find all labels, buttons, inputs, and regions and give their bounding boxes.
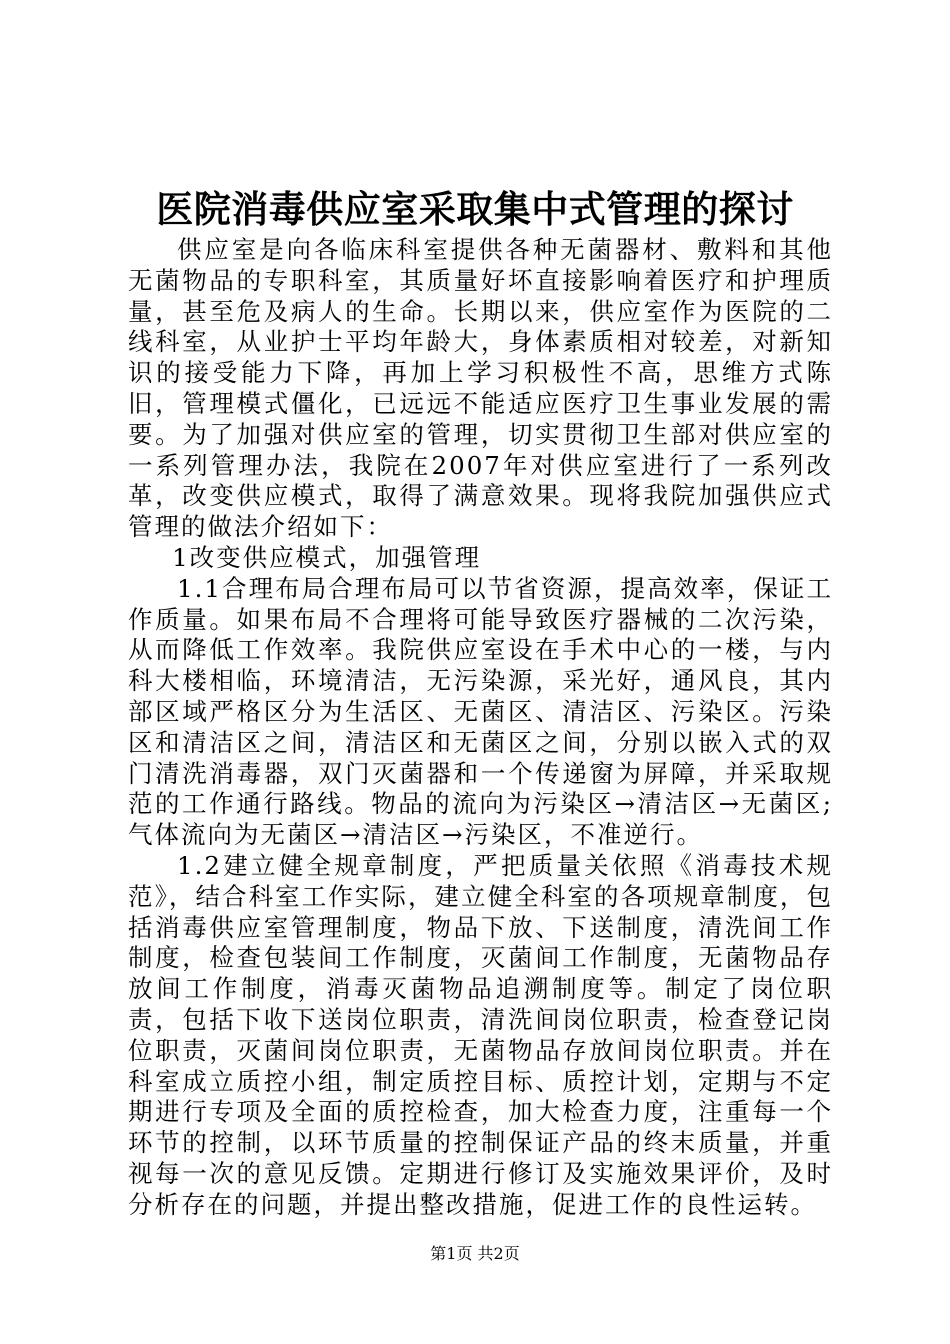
document-body	[128, 235, 833, 1221]
document-title: 医院消毒供应室采取集中式管理的探讨	[156, 187, 794, 231]
section-1-2-paragraph: 1.2建立健全规章制度，严把质量关依照《消毒技术规范》，结合科室工作实际，建立健全科室的各项规章制度，包括消毒供应室管理制度，物品下放、下送制度，清洗间工作制度，检查包装间工作制度，灭菌间工作制度，无菌物品存放间工作制度，消毒灭菌物品追溯制度等。制定了岗位职责，包括下收下送岗位职责，清洗间岗位职责，检查登记岗位职责，灭菌间岗位职责，无菌物品存放间岗位职责。并在科室成立质控小组，制定质控目标、质控计划，定期与不定期进行专项及全面的质控检查，加大检查力度，注重每一个环节的控制，以环节质量的控制保证产品的终末质量，并重视每一次的意见反馈。定期进行修订及实施效果评价，及时分析存在的问题，并提出整改措施，促进工作的良性运转。	[128, 850, 833, 1219]
intro-paragraph: 供应室是向各临床科室提供各种无菌器材、敷料和其他无菌物品的专职科室，其质量好坏直接影响着医疗和护理质量，甚至危及病人的生命。长期以来，供应室作为医院的二线科室，从业护士平均年龄大，身体素质相对较差，对新知识的接受能力下降，再加上学习积极性不高，思维方式陈旧，管理模式僵化，已远远不能适应医疗卫生事业发展的需要。为了加强对供应室的管理，切实贯彻卫生部对供应室的一系列管理办法，我院在2007年对供应室进行了一系列改革，改变供应模式，取得了满意效果。现将我院加强供应式管理的做法介绍如下：	[128, 235, 833, 542]
section-heading: 1改变供应模式，加强管理	[172, 542, 482, 572]
page-number-footer: 第1页 共2页	[430, 1244, 520, 1263]
section-1-1-paragraph: 1.1合理布局合理布局可以节省资源，提高效率，保证工作质量。如果布局不合理将可能导致医疗器械的二次污染，从而降低工作效率。我院供应室设在手术中心的一楼，与内科大楼相临，环境清洁，无污染源，采光好，通风良，其内部区域严格区分为生活区、无菌区、清洁区、污染区。污染区和清洁区之间，清洁区和无菌区之间，分别以嵌入式的双门清洗消毒器，双门灭菌器和一个传递窗为屏障，并采取规范的工作通行路线。物品的流向为污染区→清洁区→无菌区;气体流向为无菌区→清洁区→污染区，不准逆行。	[128, 573, 833, 850]
